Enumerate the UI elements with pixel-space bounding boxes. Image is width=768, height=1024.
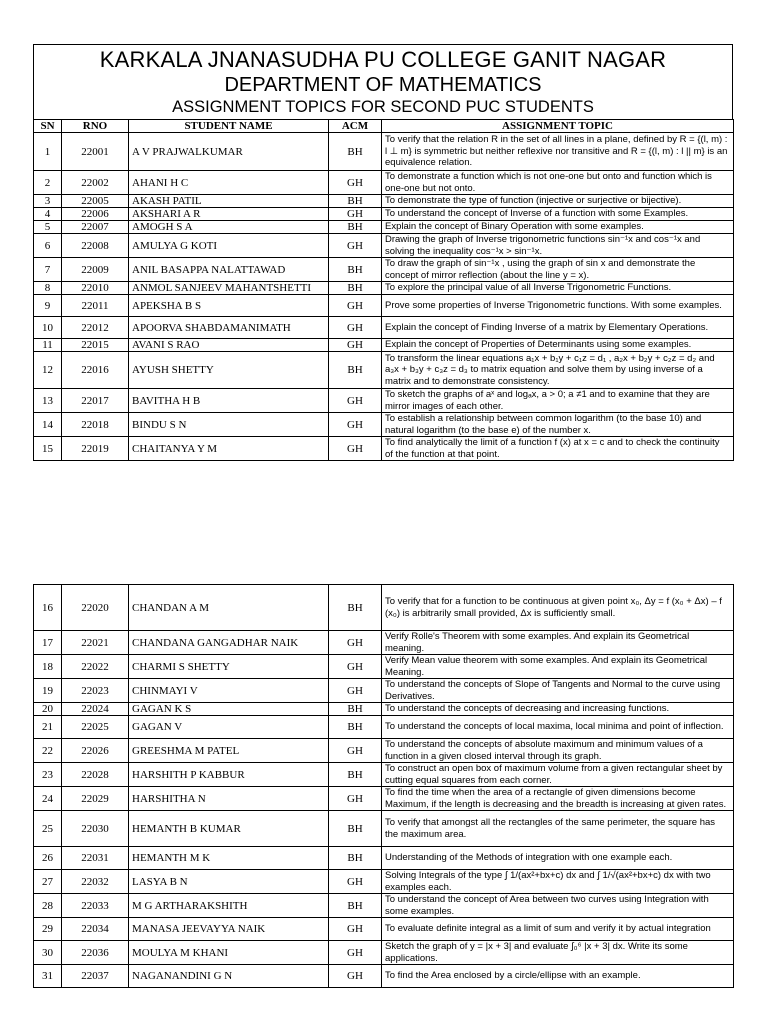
- table-row: [34, 258, 734, 282]
- cell-acm: GH: [329, 208, 382, 221]
- cell-sn: 9: [34, 295, 62, 317]
- cell-rno: 22028: [62, 763, 129, 787]
- assignment-table-part-1: [33, 119, 734, 461]
- table-row: [34, 195, 734, 208]
- cell-sn: 12: [34, 352, 62, 389]
- cell-assignment-topic: Verify Rolle's Theorem with some examples. And explain its Geometrical meaning.: [382, 631, 734, 655]
- cell-assignment-topic: Explain the concept of Binary Operation with some examples.: [382, 221, 734, 234]
- cell-student-name: AMOGH S A: [129, 221, 329, 234]
- table-row: [34, 870, 734, 894]
- cell-assignment-topic: Explain the concept of Properties of Determinants using some examples.: [382, 339, 734, 352]
- cell-acm: BH: [329, 282, 382, 295]
- cell-sn: 20: [34, 703, 62, 716]
- cell-rno: 22016: [62, 352, 129, 389]
- table-header-row: [34, 120, 734, 133]
- cell-student-name: M G ARTHARAKSHITH: [129, 894, 329, 918]
- table-row: [34, 703, 734, 716]
- cell-student-name: AHANI H C: [129, 171, 329, 195]
- table-row: [34, 941, 734, 965]
- cell-sn: 11: [34, 339, 62, 352]
- cell-student-name: HEMANTH B KUMAR: [129, 811, 329, 847]
- cell-sn: 29: [34, 918, 62, 941]
- table-row: [34, 208, 734, 221]
- cell-acm: GH: [329, 171, 382, 195]
- column-header-acm: ACM: [329, 120, 382, 133]
- cell-assignment-topic: To understand the concept of Area between two curves using Integration with some examples.: [382, 894, 734, 918]
- cell-rno: 22026: [62, 739, 129, 763]
- cell-student-name: CHANDANA GANGADHAR NAIK: [129, 631, 329, 655]
- cell-sn: 21: [34, 716, 62, 739]
- cell-rno: 22030: [62, 811, 129, 847]
- cell-acm: GH: [329, 339, 382, 352]
- cell-rno: 22029: [62, 787, 129, 811]
- cell-student-name: BINDU S N: [129, 413, 329, 437]
- cell-sn: 22: [34, 739, 62, 763]
- cell-rno: 22008: [62, 234, 129, 258]
- cell-sn: 5: [34, 221, 62, 234]
- cell-sn: 27: [34, 870, 62, 894]
- cell-student-name: GREESHMA M PATEL: [129, 739, 329, 763]
- table-row: [34, 352, 734, 389]
- cell-sn: 6: [34, 234, 62, 258]
- cell-acm: GH: [329, 631, 382, 655]
- cell-student-name: NAGANANDINI G N: [129, 965, 329, 988]
- cell-acm: GH: [329, 787, 382, 811]
- cell-student-name: HARSHITHA N: [129, 787, 329, 811]
- cell-assignment-topic: Explain the concept of Finding Inverse of a matrix by Elementary Operations.: [382, 317, 734, 339]
- cell-acm: GH: [329, 918, 382, 941]
- cell-rno: 22024: [62, 703, 129, 716]
- cell-assignment-topic: To transform the linear equations a₁x + b₁y + c₁z = d₁ , a₂x + b₂y + c₂z = d₂ and a₃x + b₃y + c₃z = d₃ to matrix equation and solve them by using inverse of a matrix and to demonstrate consistency.: [382, 352, 734, 389]
- cell-assignment-topic: Solving Integrals of the type ∫ 1/(ax²+bx+c) dx and ∫ 1/√(ax²+bx+c) dx with two examples each.: [382, 870, 734, 894]
- document-header: [33, 44, 733, 119]
- table-row: [34, 221, 734, 234]
- cell-student-name: GAGAN V: [129, 716, 329, 739]
- cell-student-name: AMULYA G KOTI: [129, 234, 329, 258]
- table-row: [34, 811, 734, 847]
- table-row: [34, 894, 734, 918]
- cell-assignment-topic: To draw the graph of sin⁻¹x , using the graph of sin x and demonstrate the concept of mirror reflection (about the line y = x).: [382, 258, 734, 282]
- table-row: [34, 339, 734, 352]
- cell-student-name: HEMANTH M K: [129, 847, 329, 870]
- cell-assignment-topic: To demonstrate the type of function (injective or surjective or bijective).: [382, 195, 734, 208]
- cell-acm: GH: [329, 739, 382, 763]
- cell-sn: 7: [34, 258, 62, 282]
- cell-rno: 22010: [62, 282, 129, 295]
- cell-acm: GH: [329, 295, 382, 317]
- cell-sn: 2: [34, 171, 62, 195]
- table-row: [34, 585, 734, 631]
- cell-sn: 1: [34, 133, 62, 171]
- cell-student-name: BAVITHA H B: [129, 389, 329, 413]
- cell-rno: 22002: [62, 171, 129, 195]
- cell-sn: 13: [34, 389, 62, 413]
- cell-rno: 22032: [62, 870, 129, 894]
- cell-assignment-topic: Verify Mean value theorem with some examples. And explain its Geometrical Meaning.: [382, 655, 734, 679]
- cell-rno: 22021: [62, 631, 129, 655]
- document-subtitle: ASSIGNMENT TOPICS FOR SECOND PUC STUDENTS: [172, 98, 594, 116]
- cell-assignment-topic: To verify that the relation R in the set of all lines in a plane, defined by R = {(l, m) : l ⊥ m} is symmetric but neither reflexive nor transitive and R = {(l, m) : l || m} is an equivalence relation.: [382, 133, 734, 171]
- cell-sn: 16: [34, 585, 62, 631]
- cell-rno: 22022: [62, 655, 129, 679]
- column-header-name: STUDENT NAME: [129, 120, 329, 133]
- cell-rno: 22025: [62, 716, 129, 739]
- table-row: [34, 389, 734, 413]
- table-row: [34, 847, 734, 870]
- cell-sn: 8: [34, 282, 62, 295]
- cell-acm: GH: [329, 413, 382, 437]
- cell-assignment-topic: To explore the principal value of all Inverse Trigonometric Functions.: [382, 282, 734, 295]
- cell-assignment-topic: To find the Area enclosed by a circle/ellipse with an example.: [382, 965, 734, 988]
- cell-assignment-topic: Drawing the graph of Inverse trigonometric functions sin⁻¹x and cos⁻¹x and solving the inequality cos⁻¹x > sin⁻¹x.: [382, 234, 734, 258]
- cell-sn: 18: [34, 655, 62, 679]
- cell-rno: 22006: [62, 208, 129, 221]
- cell-student-name: AKASH PATIL: [129, 195, 329, 208]
- table-row: [34, 413, 734, 437]
- cell-sn: 28: [34, 894, 62, 918]
- cell-assignment-topic: Prove some properties of Inverse Trigonometric functions. With some examples.: [382, 295, 734, 317]
- table-row: [34, 133, 734, 171]
- table-row: [34, 295, 734, 317]
- cell-acm: BH: [329, 811, 382, 847]
- cell-acm: GH: [329, 655, 382, 679]
- cell-rno: 22012: [62, 317, 129, 339]
- cell-acm: BH: [329, 195, 382, 208]
- cell-sn: 4: [34, 208, 62, 221]
- table-row: [34, 918, 734, 941]
- cell-acm: GH: [329, 870, 382, 894]
- cell-assignment-topic: To demonstrate a function which is not one-one but onto and function which is one-one but not onto.: [382, 171, 734, 195]
- table-row: [34, 716, 734, 739]
- cell-rno: 22020: [62, 585, 129, 631]
- cell-rno: 22017: [62, 389, 129, 413]
- cell-sn: 3: [34, 195, 62, 208]
- cell-student-name: CHARMI S SHETTY: [129, 655, 329, 679]
- college-name: KARKALA JNANASUDHA PU COLLEGE GANIT NAGAR: [99, 47, 667, 72]
- cell-assignment-topic: To verify that amongst all the rectangles of the same perimeter, the square has the maximum area.: [382, 811, 734, 847]
- cell-acm: BH: [329, 847, 382, 870]
- cell-assignment-topic: To understand the concepts of Slope of Tangents and Normal to the curve using Derivatives.: [382, 679, 734, 703]
- cell-rno: 22001: [62, 133, 129, 171]
- table-row: [34, 631, 734, 655]
- table-row: [34, 317, 734, 339]
- cell-sn: 15: [34, 437, 62, 461]
- cell-rno: 22031: [62, 847, 129, 870]
- column-header-sn: SN: [34, 120, 62, 133]
- cell-student-name: CHAITANYA Y M: [129, 437, 329, 461]
- cell-assignment-topic: To find the time when the area of a rectangle of given dimensions become Maximum, if the length is decreasing and the breadth is increasing at given rates.: [382, 787, 734, 811]
- cell-rno: 22005: [62, 195, 129, 208]
- cell-rno: 22015: [62, 339, 129, 352]
- cell-sn: 10: [34, 317, 62, 339]
- cell-acm: GH: [329, 941, 382, 965]
- cell-assignment-topic: To understand the concept of Inverse of a function with some Examples.: [382, 208, 734, 221]
- cell-assignment-topic: To verify that for a function to be continuous at given point x₀, Δy = f (x₀ + Δx) – f (x₀) is arbitrarily small provided, Δx is sufficiently small.: [382, 585, 734, 631]
- cell-rno: 22009: [62, 258, 129, 282]
- assignment-table-part-2: [33, 584, 734, 988]
- table-row: [34, 965, 734, 988]
- cell-assignment-topic: To establish a relationship between common logarithm (to the base 10) and natural logarithm (to the base e) of the number x.: [382, 413, 734, 437]
- cell-rno: 22018: [62, 413, 129, 437]
- cell-rno: 22007: [62, 221, 129, 234]
- cell-sn: 25: [34, 811, 62, 847]
- cell-acm: GH: [329, 389, 382, 413]
- cell-sn: 26: [34, 847, 62, 870]
- table-row: [34, 739, 734, 763]
- cell-student-name: ANMOL SANJEEV MAHANTSHETTI: [129, 282, 329, 295]
- cell-student-name: HARSHITH P KABBUR: [129, 763, 329, 787]
- cell-acm: BH: [329, 258, 382, 282]
- cell-acm: BH: [329, 894, 382, 918]
- column-header-topic: ASSIGNMENT TOPIC: [382, 120, 734, 133]
- table-row: [34, 282, 734, 295]
- table-row: [34, 234, 734, 258]
- cell-student-name: CHANDAN A M: [129, 585, 329, 631]
- cell-rno: 22023: [62, 679, 129, 703]
- cell-rno: 22019: [62, 437, 129, 461]
- cell-student-name: AKSHARI A R: [129, 208, 329, 221]
- cell-acm: BH: [329, 763, 382, 787]
- cell-student-name: APOORVA SHABDAMANIMATH: [129, 317, 329, 339]
- cell-assignment-topic: To understand the concepts of local maxima, local minima and point of inflection.: [382, 716, 734, 739]
- cell-sn: 31: [34, 965, 62, 988]
- cell-assignment-topic: To construct an open box of maximum volume from a given rectangular sheet by cutting equal squares from each corner.: [382, 763, 734, 787]
- cell-rno: 22033: [62, 894, 129, 918]
- cell-rno: 22034: [62, 918, 129, 941]
- cell-student-name: AVANI S RAO: [129, 339, 329, 352]
- cell-acm: BH: [329, 716, 382, 739]
- cell-assignment-topic: Sketch the graph of y = |x + 3| and evaluate ∫₀⁶ |x + 3| dx. Write its some applications.: [382, 941, 734, 965]
- table-row: [34, 655, 734, 679]
- cell-student-name: CHINMAYI V: [129, 679, 329, 703]
- cell-student-name: MANASA JEEVAYYA NAIK: [129, 918, 329, 941]
- cell-assignment-topic: To evaluate definite integral as a limit of sum and verify it by actual integration: [382, 918, 734, 941]
- cell-acm: BH: [329, 133, 382, 171]
- cell-sn: 17: [34, 631, 62, 655]
- cell-student-name: AYUSH SHETTY: [129, 352, 329, 389]
- cell-sn: 30: [34, 941, 62, 965]
- table-row: [34, 763, 734, 787]
- cell-acm: BH: [329, 703, 382, 716]
- department-name: DEPARTMENT OF MATHEMATICS: [224, 74, 542, 96]
- cell-acm: GH: [329, 234, 382, 258]
- cell-sn: 23: [34, 763, 62, 787]
- cell-acm: BH: [329, 221, 382, 234]
- cell-rno: 22011: [62, 295, 129, 317]
- table-row: [34, 171, 734, 195]
- cell-rno: 22036: [62, 941, 129, 965]
- cell-student-name: APEKSHA B S: [129, 295, 329, 317]
- cell-acm: BH: [329, 585, 382, 631]
- cell-assignment-topic: To sketch the graphs of aˣ and logₐx, a > 0; a ≠1 and to examine that they are mirror images of each other.: [382, 389, 734, 413]
- cell-sn: 14: [34, 413, 62, 437]
- cell-student-name: A V PRAJWALKUMAR: [129, 133, 329, 171]
- cell-rno: 22037: [62, 965, 129, 988]
- cell-sn: 24: [34, 787, 62, 811]
- cell-acm: BH: [329, 352, 382, 389]
- cell-acm: GH: [329, 679, 382, 703]
- cell-sn: 19: [34, 679, 62, 703]
- cell-student-name: LASYA B N: [129, 870, 329, 894]
- column-header-rno: RNO: [62, 120, 129, 133]
- cell-assignment-topic: To understand the concepts of absolute maximum and minimum values of a function in a given closed interval through its graph.: [382, 739, 734, 763]
- cell-assignment-topic: Understanding of the Methods of integration with one example each.: [382, 847, 734, 870]
- cell-acm: GH: [329, 437, 382, 461]
- table-row: [34, 679, 734, 703]
- cell-acm: GH: [329, 965, 382, 988]
- cell-student-name: GAGAN K S: [129, 703, 329, 716]
- cell-student-name: MOULYA M KHANI: [129, 941, 329, 965]
- table-row: [34, 787, 734, 811]
- cell-student-name: ANIL BASAPPA NALATTAWAD: [129, 258, 329, 282]
- cell-assignment-topic: To understand the concepts of decreasing and increasing functions.: [382, 703, 734, 716]
- cell-acm: GH: [329, 317, 382, 339]
- cell-assignment-topic: To find analytically the limit of a function f (x) at x = c and to check the continuity of the function at that point.: [382, 437, 734, 461]
- table-row: [34, 437, 734, 461]
